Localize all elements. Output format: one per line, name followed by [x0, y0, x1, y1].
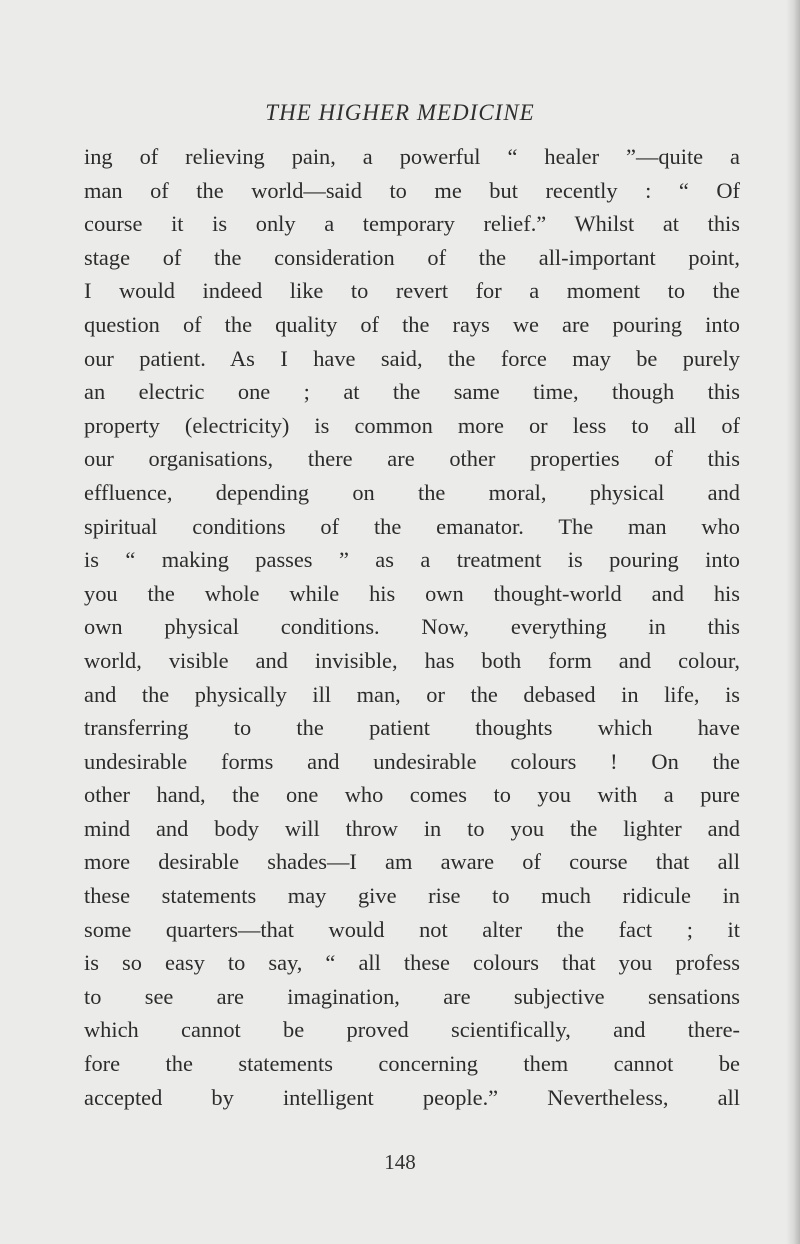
- text-line: to see are imagination, are subjective sensations: [84, 983, 740, 1009]
- running-head: THE HIGHER MEDICINE: [265, 100, 535, 125]
- text-line: these statements may give rise to much ridicule in: [84, 883, 740, 909]
- text-line: you the whole while his own thought-world and his: [84, 580, 740, 606]
- text-line: stage of the consideration of the all-important point,: [84, 244, 740, 270]
- text-line: effluence, depending on the moral, physical and: [84, 479, 740, 505]
- text-line: an electric one ; at the same time, though this: [84, 379, 740, 405]
- text-line: and the physically ill man, or the debased in life, is: [84, 681, 740, 707]
- text-line: I would indeed like to revert for a moment to the: [84, 278, 740, 304]
- text-line: question of the quality of the rays we are pouring into: [84, 311, 740, 337]
- text-line: mind and body will throw in to you the lighter and: [84, 815, 740, 841]
- text-line: spiritual conditions of the emanator. The man who: [84, 513, 740, 539]
- text-line: is so easy to say, “ all these colours that you profess: [84, 950, 740, 976]
- text-line: our organisations, there are other properties of this: [84, 446, 740, 472]
- text-line: accepted by intelligent people.” Nevertheless, all: [84, 1084, 740, 1110]
- text-line: fore the statements concerning them cannot be: [84, 1051, 740, 1077]
- text-line: some quarters—that would not alter the fact ; it: [84, 916, 740, 942]
- text-line: own physical conditions. Now, everything in this: [84, 614, 740, 640]
- text-line: more desirable shades—I am aware of course that all: [84, 849, 740, 875]
- body-text: [84, 140, 740, 1114]
- text-line: is “ making passes ” as a treatment is pouring into: [84, 547, 740, 573]
- text-line: ing of relieving pain, a powerful “ healer ”—quite a: [84, 144, 740, 169]
- text-line: undesirable forms and undesirable colours ! On the: [84, 748, 740, 774]
- text-line: transferring to the patient thoughts which have: [84, 715, 740, 741]
- page-number: 148: [384, 1150, 416, 1174]
- text-line: other hand, the one who comes to you with a pure: [84, 782, 740, 808]
- text-line: our patient. As I have said, the force may be purely: [84, 345, 740, 371]
- page-edge-shadow: [786, 0, 800, 1244]
- text-line: course it is only a temporary relief.” Whilst at this: [84, 211, 740, 237]
- text-line: property (electricity) is common more or less to all of: [84, 412, 740, 438]
- text-line: man of the world—said to me but recently : “ Of: [84, 177, 740, 203]
- text-line: world, visible and invisible, has both form and colour,: [84, 647, 740, 673]
- text-line: which cannot be proved scientifically, and there-: [84, 1017, 740, 1043]
